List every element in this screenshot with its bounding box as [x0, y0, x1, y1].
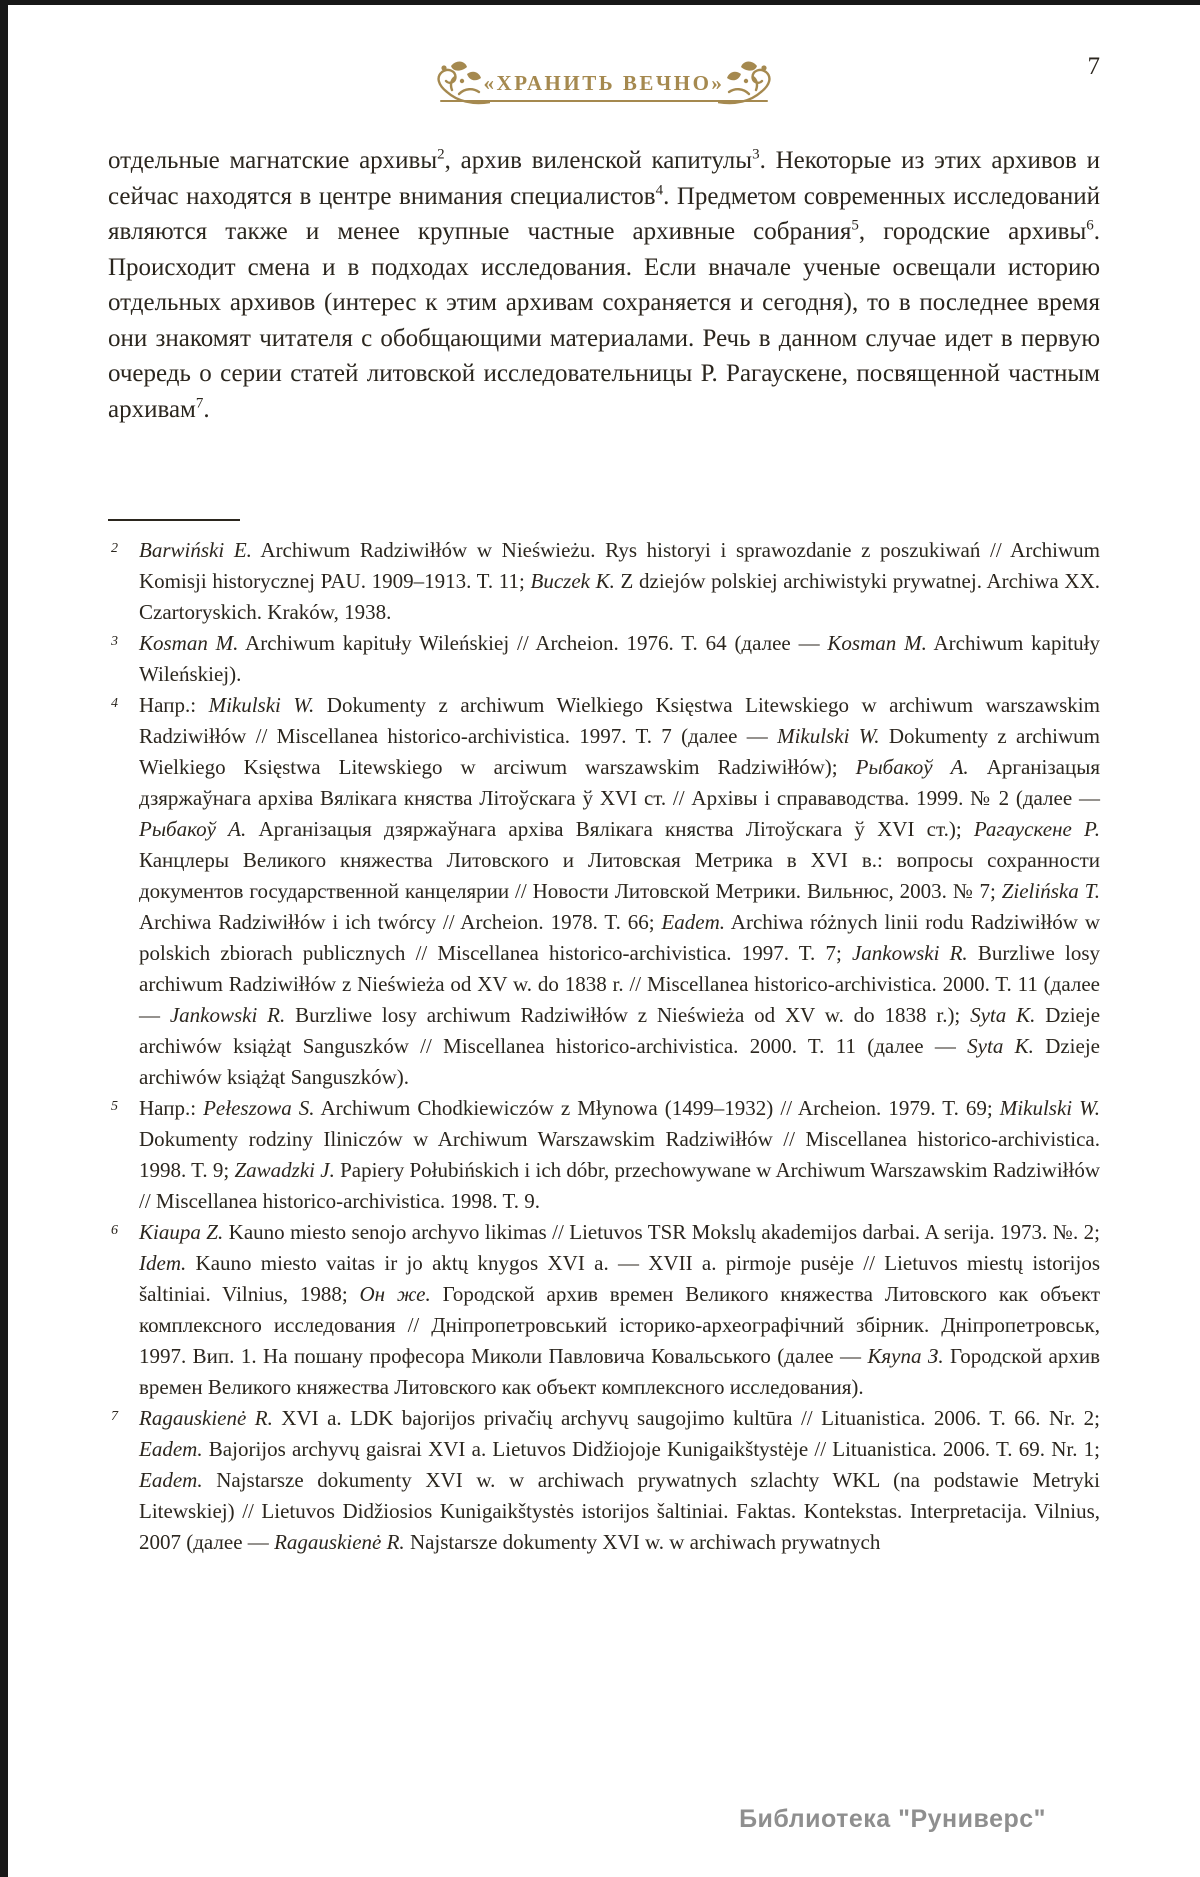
- footnote-text: Kosman M. Archiwum kapituły Wileńskiej // Archeion. 1976. T. 64 (далее — Kosman M. Archiwum kapituły Wileńskiej).: [139, 631, 1100, 686]
- body-paragraph: отдельные магнатские архивы$^2$, архив виленской капитулы$^3$. Некоторые из этих архивов и сейчас находятся в центре внимания специалистов$^4$. Предметом современных исследований являются также и менее крупные частные архивные собрания$^5$, городские архивы$^6$. Происходит смена и в подходах исследования. Если вначале ученые освещали историю отдельных архивов (интерес к этим архивам сохраняется и сегодня), то в последнее время они знакомят читателя с обобщающими материалами. Речь в данном случае идет в первую очередь о серии статей литовской исследовательницы Р. Рагаускене, посвященной частным архивам$^7$.: [108, 146, 1100, 423]
- footnote-marker: 7: [111, 1409, 118, 1424]
- page-header: [8, 5, 1200, 109]
- header-ornament: [432, 49, 776, 107]
- footnote: [108, 535, 1100, 628]
- footnote-text: Напр.: Pełeszowa S. Archiwum Chodkiewiczów z Młynowa (1499–1932) // Archeion. 1979. T. 69; Mikulski W. Dokumenty rodziny Iliniczów w Archiwum Warszawskim Radziwiłłów // Miscellanea historico-archivistica. 1998. T. 9; Zawadzki J. Papiery Połubińskich i ich dóbr, przechowywane w Archiwum Warszawskim Radziwiłłów // Miscellanea historico-archivistica. 1998. T. 9.: [139, 1096, 1101, 1213]
- footnote-text: Ragauskienė R. XVI a. LDK bajorijos privačių archyvų saugojimo kultūra // Lituanistica. 2006. T. 66. Nr. 2; Eadem. Bajorijos archyvų gaisrai XVI a. Lietuvos Didžiojoje Kunigaikštystėje // Lituanistica. 2006. T. 69. Nr. 1; Eadem. Najstarsze dokumenty XVI w. w archiwach prywatnych szlachty WKL (na podstawie Metryki Litewskiej) // Lietuvos Didžiosios Kunigaikštystės istorijos šaltiniai. Faktas. Kontekstas. Interpretacija. Vilnius, 2007 (далее — Ragauskienė R. Najstarsze dokumenty XVI w. w archiwach prywatnych: [139, 1406, 1100, 1554]
- footnote-separator: [108, 519, 240, 521]
- footnote: [108, 1093, 1100, 1217]
- footnote: [108, 1403, 1100, 1558]
- footnote-marker: 3: [111, 634, 118, 649]
- page-number: 7: [1087, 53, 1100, 80]
- footnote-marker: 2: [111, 541, 118, 556]
- flourish-right-icon: [718, 59, 780, 107]
- footnote-text: Напр.: Mikulski W. Dokumenty z archiwum Wielkiego Księstwa Litewskiego w archiwum warszawskim Radziwiłłów // Miscellanea historico-archivistica. 1997. T. 7 (далее — Mikulski W. Dokumenty z archiwum Wielkiego Księstwa Litewskiego w arciwum warszawskim Radziwiłłów); Рыбакоў А. Арганізацыя дзяржаўнага архіва Вялікага княства Літоўскага ў XVI ст. // Архівы і справаводства. 1999. № 2 (далее — Рыбакоў А. Арганізацыя дзяржаўнага архіва Вялікага княства Літоўскага ў XVI ст.); Рагаускене Р. Канцлеры Великого княжества Литовского и Литовская Метрика в XVI в.: вопросы сохранности документов государственной канцелярии // Новости Литовской Метрики. Вильнюс, 2003. № 7; Zielińska T. Archiwa Radziwiłłów i ich twórcy // Archeion. 1978. T. 66; Eadem. Archiwa różnych linii rodu Radziwiłłów w polskich zbiorach publicznych // Miscellanea historico-archivistica. 1997. T. 7; Jankowski R. Burzliwe losy archiwum Radziwiłłów z Nieświeża od XV w. do 1838 r. // Miscellanea historico-archivistica. 2000. T. 11 (далее — Jankowski R. Burzliwe losy archiwum Radziwiłłów z Nieświeża od XV w. do 1838 r.); Syta K. Dzieje archiwów książąt Sanguszków // Miscellanea historico-archivistica. 2000. T. 11 (далее — Syta K. Dzieje archiwów książąt Sanguszków).: [139, 693, 1101, 1089]
- footnote: [108, 690, 1100, 1093]
- footnote-text: Kiaupa Z. Kauno miesto senojo archyvo likimas // Lietuvos TSR Mokslų akademijos darbai. A serija. 1973. №. 2; Idem. Kauno miesto vaitas ir jo aktų knygos XVI a. — XVII a. pirmoje pusėje // Lietuvos miestų istorijos šaltiniai. Vilnius, 1988; Он же. Городской архив времен Великого княжества Литовского как объект комплексного исследования // Дніпропетровський історико-археографічний збірник. Дніпропетровськ, 1997. Вип. 1. На пошану професора Миколи Павловича Ковальського (далее — Кяупа З. Городской архив времен Великого княжества Литовского как объект комплексного исследования).: [139, 1220, 1100, 1399]
- library-watermark: Библиотека "Руниверс": [739, 1805, 1046, 1833]
- footnote-marker: 6: [111, 1223, 118, 1238]
- running-title: «ХРАНИТЬ ВЕЧНО»: [483, 71, 725, 95]
- footnote-text: Barwiński E. Archiwum Radziwiłłów w Nieświeżu. Rys historyi i sprawozdanie z poszukiwań // Archiwum Komisji historycznej PAU. 1909–1913. T. 11; Buczek K. Z dziejów polskiej archiwistyki prywatnej. Archiwa XX. Czartoryskich. Kraków, 1938.: [139, 538, 1100, 624]
- footnote-marker: 4: [111, 696, 118, 711]
- footnotes-section: [108, 535, 1100, 1558]
- footnote: [108, 1217, 1100, 1403]
- footnote-marker: 5: [111, 1099, 118, 1114]
- footnote: [108, 628, 1100, 690]
